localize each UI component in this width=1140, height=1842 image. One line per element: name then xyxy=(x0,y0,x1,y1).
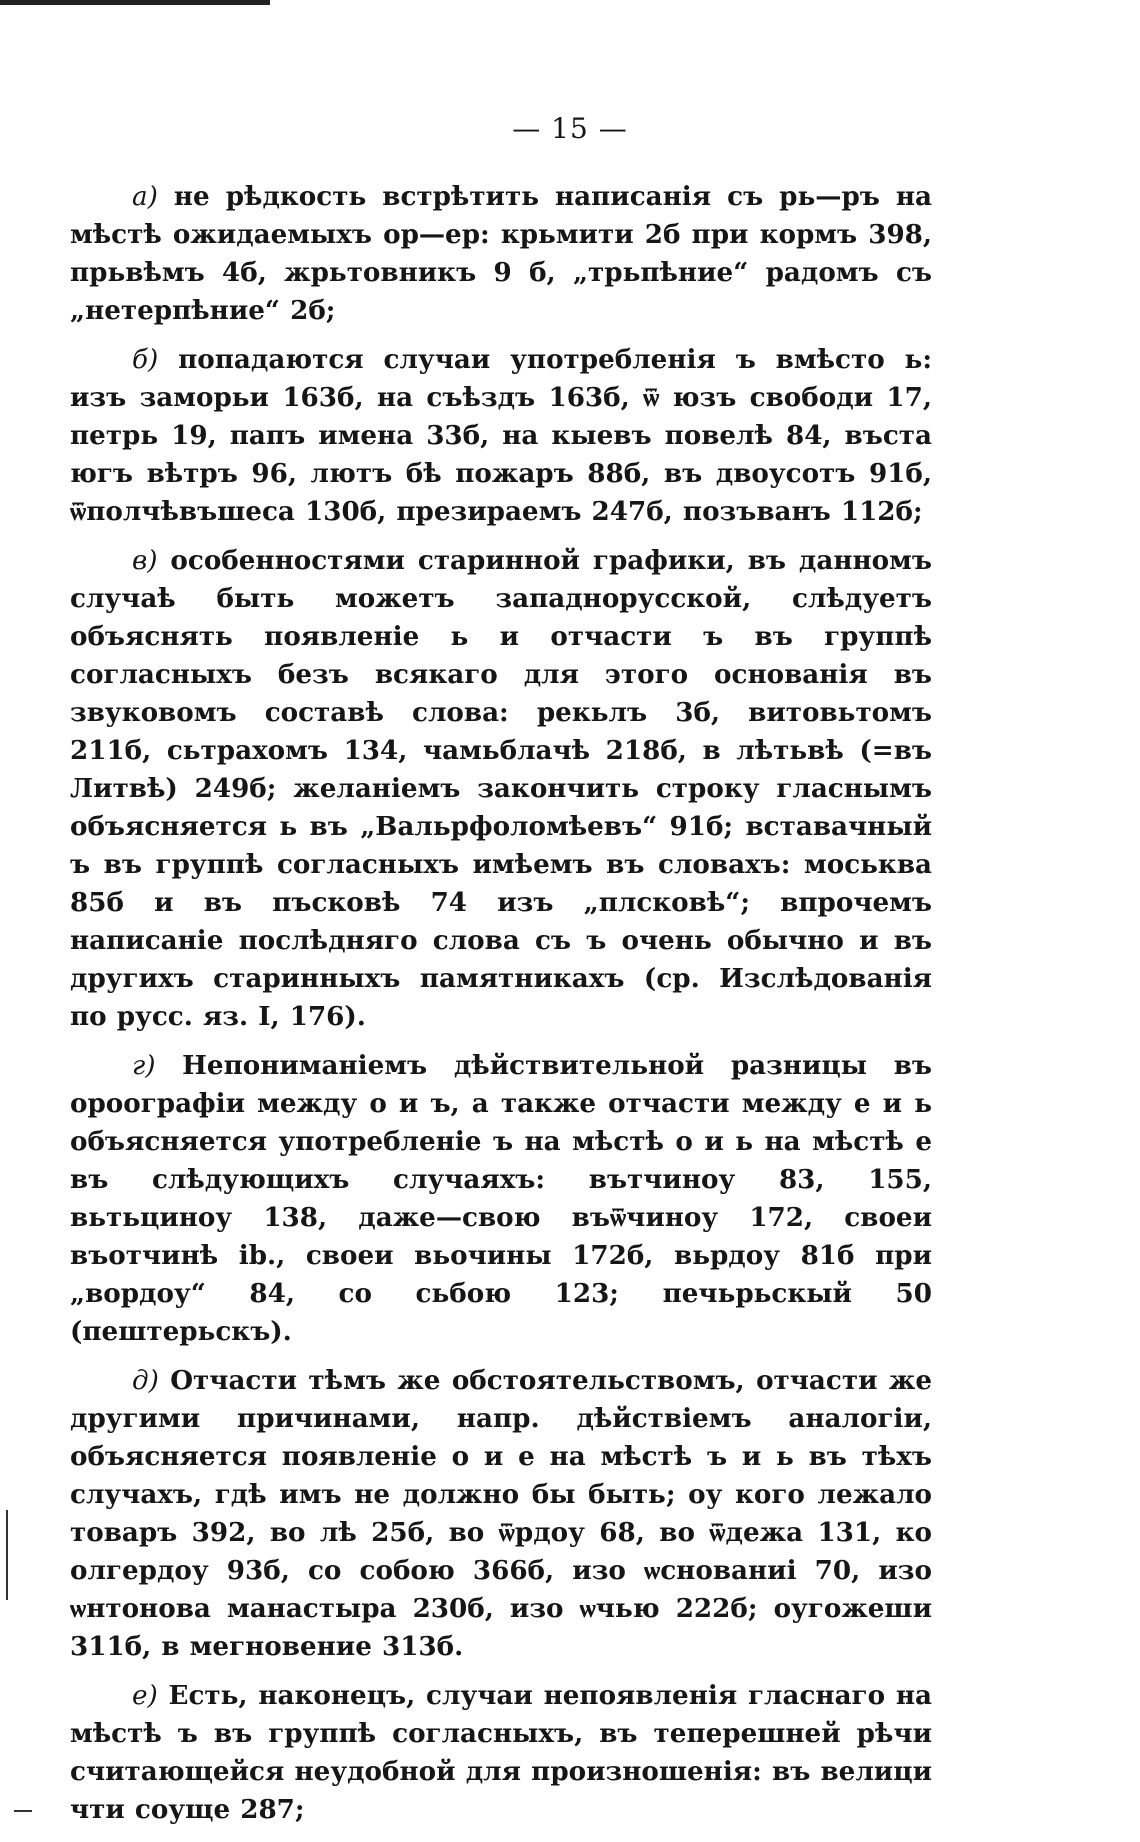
paragraph-g xyxy=(70,1047,932,1351)
paragraph-d xyxy=(70,1362,932,1666)
paragraph-marker: д) xyxy=(132,1366,159,1396)
paragraph-marker: б) xyxy=(132,345,159,375)
paragraph-marker: в) xyxy=(132,546,158,576)
paragraph-text: Непониманіемъ дѣйствительной разницы въ ороографіи между о и ъ, а также отчасти между е и ь объясняется употребленіе ъ на мѣстѣ о и ь на мѣстѣ е въ слѣдующихъ случаяхъ: вътчиноу 83, 155, вьтьциноу 138, даже—свою въѿчиноу 172, своеи въотчинѣ ib., своеи вьочины 172б, вьрдоу 81б при „вордоу“ 84, со сьбою 123; печьрьскый 50 (пештерьскъ). xyxy=(70,1050,932,1347)
paragraph-text: не рѣдкость встрѣтить написанія съ рь—ръ на мѣстѣ ожидаемыхъ ор—ер: крьмити 2б при кормъ 398, прьвѣмъ 4б, жрьтовникъ 9 б, „трьпѣние“ радомъ съ „нетерпѣние“ 2б; xyxy=(70,181,933,326)
paragraph-v xyxy=(70,542,932,1036)
paragraph-marker: е) xyxy=(132,1681,158,1711)
page-body xyxy=(70,178,932,1840)
paragraph-text: Есть, наконецъ, случаи непоявленія гласнаго на мѣстѣ ъ въ группѣ согласныхъ, въ теперешней рѣчи считающейся неудобной для произношенія: въ велици чти соуще 287; xyxy=(70,1680,932,1825)
paragraph-marker: а) xyxy=(132,182,158,212)
paragraph-a xyxy=(70,178,932,330)
paragraph-marker: г) xyxy=(132,1051,156,1081)
paragraph-b xyxy=(70,341,932,531)
top-border-rule xyxy=(0,0,270,5)
paragraph-text: Отчасти тѣмъ же обстоятельствомъ, отчасти же другими причинами, напр. дѣйствіемъ аналогіи, объясняется появленіе о и е на мѣстѣ ъ и ь въ тѣхъ случахъ, гдѣ имъ не должно бы быть; оу кого лежало товаръ 392, во лѣ 25б, во ѿрдоу 68, во ѿдежа 131, ко олгердоу 93б, со собою 366б, изо ѡснованиі 70, изо ѡнтонова манастыра 230б, изо ѡчью 222б; оугожеши 311б, в мегновение 313б. xyxy=(70,1365,933,1662)
page-number: — 15 — xyxy=(512,112,628,145)
paragraph-text: попадаются случаи употребленія ъ вмѣсто ь: изъ заморьи 163б, на съѣздъ 163б, ѿ юзъ свободи 17, петрь 19, папъ имена 33б, на кыевъ повелѣ 84, въста югъ вѣтръ 96, лютъ бѣ пожаръ 88б, въ двоусотъ 91б, ѿполчѣвъшеса 130б, презираемъ 247б, позъванъ 112б; xyxy=(70,344,932,527)
paragraph-text: особенностями старинной графики, въ данномъ случаѣ быть можетъ западнорусской, слѣдуетъ объяснять появленіе ь и отчасти ъ въ группѣ согласныхъ безъ всякаго для этого основанія въ звуковомъ составѣ слова: рекьлъ 3б, витовьтомъ 211б, сьтрахомъ 134, чамьблачѣ 218б, в лѣтьвѣ (=въ Литвѣ) 249б; желаніемъ закончить строку гласнымъ объясняется ь въ „Вальрфоломѣевъ“ 91б; вставачный ъ въ группѣ согласныхъ имѣемъ въ словахъ: моськва 85б и въ пъсковѣ 74 изъ „плсковѣ“; впрочемъ написаніе послѣдняго слова съ ъ очень обычно и въ другихъ старинныхъ памятникахъ (ср. Изслѣдованія по русс. яз. I, 176). xyxy=(70,545,932,1032)
scan-margin-mark xyxy=(14,1810,32,1812)
scan-margin-mark xyxy=(6,1510,8,1600)
paragraph-e xyxy=(70,1677,932,1829)
